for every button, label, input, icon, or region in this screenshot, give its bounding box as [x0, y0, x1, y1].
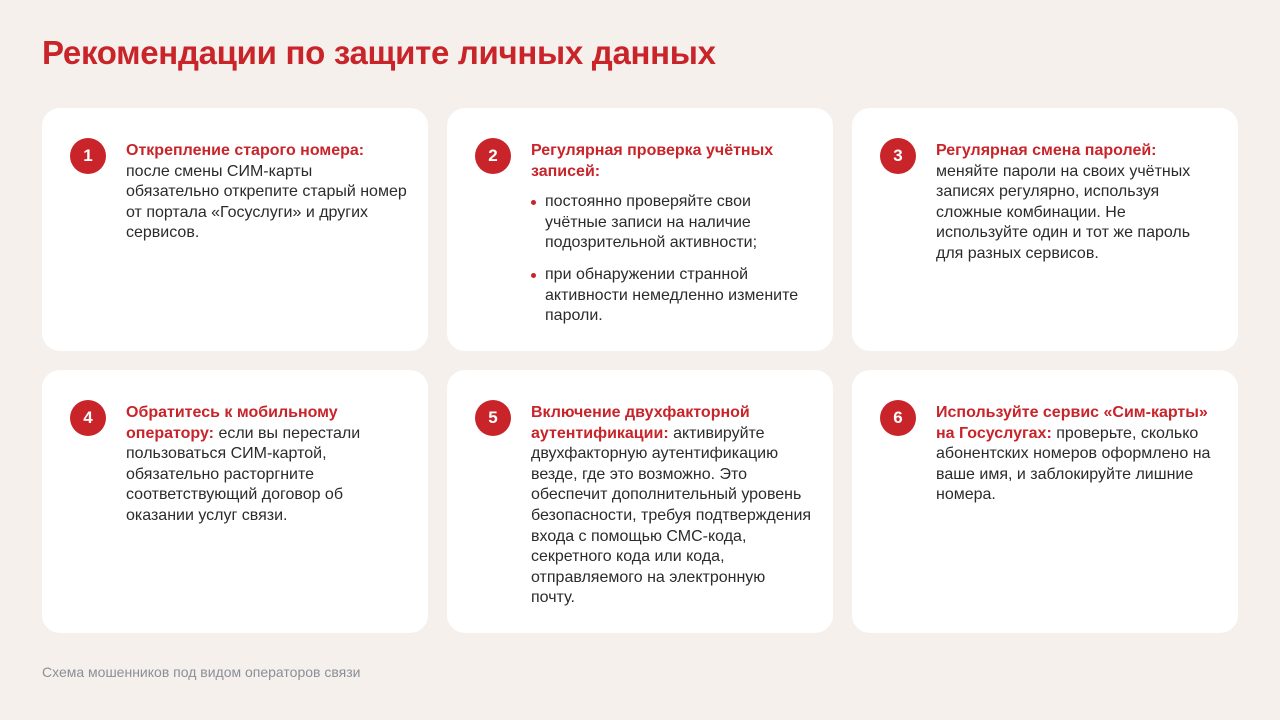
- card-text: [936, 403, 1218, 506]
- number-badge: 1: [70, 138, 106, 174]
- card-heading: Обратитесь к мобильному оператору:: [126, 404, 338, 442]
- card-text: [126, 141, 408, 244]
- card-heading: Используйте сервис «Сим-карты» на Госуслугах:: [936, 404, 1208, 442]
- footer-caption: Схема мошенников под видом операторов связи: [42, 664, 361, 680]
- recommendation-card-3: [852, 108, 1238, 351]
- card-text: [531, 141, 813, 338]
- recommendation-card-2: [447, 108, 833, 351]
- card-body: проверьте, сколько абонентских номеров оформлено на ваше имя, и заблокируйте лишние номера.: [936, 424, 1211, 504]
- bullet-item: при обнаружении странной активности немедленно измените пароли.: [531, 265, 813, 327]
- card-text: [936, 141, 1218, 265]
- number-badge: 5: [475, 400, 511, 436]
- bullet-list: [531, 192, 813, 327]
- number-badge: 2: [475, 138, 511, 174]
- bullet-item: постоянно проверяйте свои учётные записи на наличие подозрительной активности;: [531, 192, 813, 254]
- card-text: [531, 403, 813, 609]
- number-badge: 3: [880, 138, 916, 174]
- card-body: после смены СИМ-карты обязательно открепите старый номер от портала «Госуслуги» и других сервисов.: [126, 162, 407, 242]
- card-body: меняйте пароли на своих учётных записях регулярно, используя сложные комбинации. Не используйте один и тот же пароль для разных сервисов.: [936, 162, 1191, 262]
- card-heading: Регулярная проверка учётных записей:: [531, 142, 774, 180]
- card-text: [126, 403, 408, 527]
- card-heading: Регулярная смена паролей:: [936, 142, 1157, 159]
- recommendation-card-5: [447, 370, 833, 633]
- recommendation-card-6: [852, 370, 1238, 633]
- number-badge: 4: [70, 400, 106, 436]
- card-heading: Включение двухфакторной аутентификации:: [531, 404, 750, 442]
- recommendations-grid: [42, 108, 1238, 633]
- card-body: если вы перестали пользоваться СИМ-картой, обязательно расторгните соответствующий договор об оказании услуг связи.: [126, 424, 361, 524]
- number-badge: 6: [880, 400, 916, 436]
- recommendation-card-1: [42, 108, 428, 351]
- page-title: Рекомендации по защите личных данных: [42, 34, 716, 71]
- card-heading: Открепление старого номера:: [126, 142, 365, 159]
- recommendation-card-4: [42, 370, 428, 633]
- card-body: активируйте двухфакторную аутентификацию везде, где это возможно. Это обеспечит дополнительный уровень безопасности, требуя подтверждения входа с помощью СМС-кода, секретного кода или кода, отправляемого на электронную почту.: [531, 424, 812, 607]
